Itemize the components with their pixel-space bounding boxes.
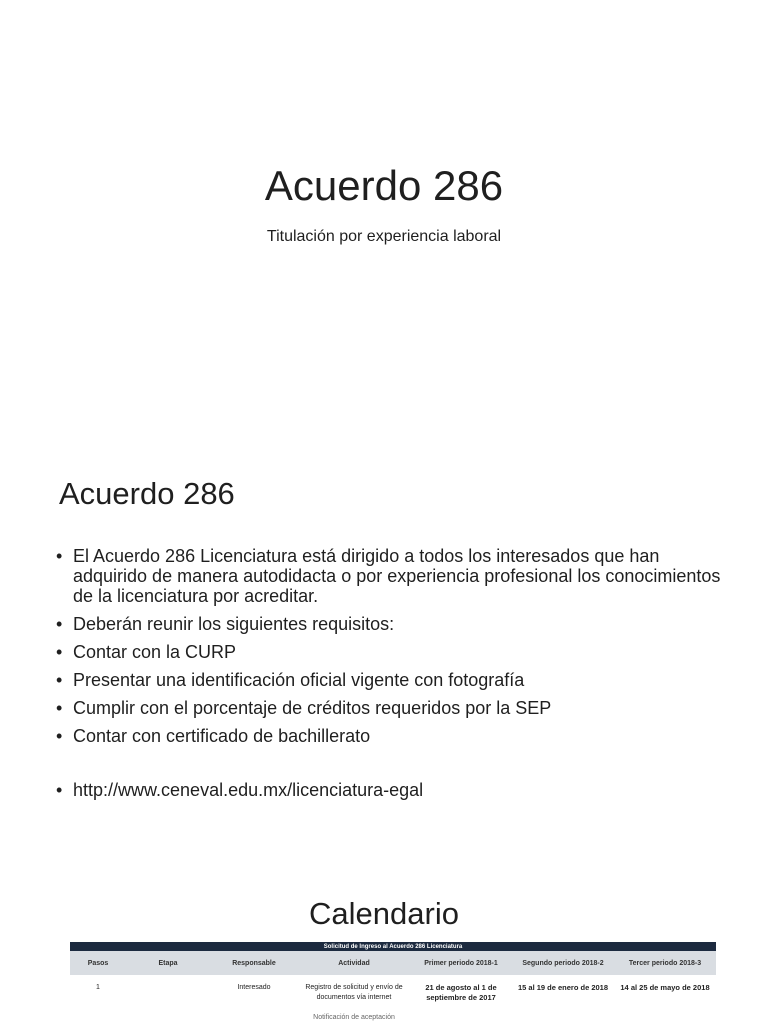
list-item — [56, 670, 736, 690]
column-header: Segundo periodo 2018-2 — [512, 951, 614, 975]
bullet-icon: • — [56, 698, 63, 718]
list-item-text: Cumplir con el porcentaje de créditos requeridos por la SEP — [73, 698, 552, 718]
list-item — [56, 726, 736, 746]
table-cell: 14 al 25 de mayo de 2018 — [620, 983, 710, 992]
bullet-icon: • — [56, 780, 63, 800]
list-item-text: Presentar una identificación oficial vigente con fotografía — [73, 670, 525, 690]
bullet-icon: • — [56, 726, 63, 746]
table-cell: 21 de agosto al 1 de septiembre de 2017 — [425, 983, 497, 1002]
list-item — [56, 614, 736, 634]
title-slide — [0, 0, 768, 440]
table-cell: Registro de solicitud y envío de documentos vía internet — [305, 984, 403, 1001]
table-header-row — [70, 951, 716, 975]
calendar-table — [70, 942, 716, 1027]
column-header: Pasos — [70, 951, 126, 975]
link-item[interactable] — [56, 780, 736, 800]
requirements-list — [56, 546, 736, 808]
slide-subtitle: Titulación por experiencia laboral — [266, 228, 502, 245]
list-item-text: El Acuerdo 286 Licenciatura está dirigido a todos los interesados que han adquirido de manera autodidacta o por experiencia profesional los conocimientos de la licenciatura por acreditar. — [73, 546, 721, 606]
table-cell: 15 al 19 de enero de 2018 — [517, 983, 609, 992]
bullet-icon: • — [56, 670, 63, 690]
requirements-slide — [0, 440, 768, 860]
ceneval-link[interactable]: http://www.ceneval.edu.mx/licenciatura-egal — [73, 780, 424, 800]
list-item-text: Contar con certificado de bachillerato — [73, 726, 371, 746]
bullet-icon: • — [56, 546, 63, 566]
list-item-text: Deberán reunir los siguientes requisitos: — [73, 614, 395, 634]
table-cell: Interesado — [237, 984, 271, 991]
table-cell: Notificación de aceptación — [313, 1014, 395, 1021]
table-caption-row — [70, 942, 716, 951]
bullet-icon: • — [56, 642, 63, 662]
calendar-slide — [0, 860, 768, 1024]
column-header: Primer periodo 2018-1 — [410, 951, 512, 975]
column-header: Responsable — [210, 951, 298, 975]
table-row-partial — [70, 1007, 716, 1027]
bullet-icon: • — [56, 614, 63, 634]
list-item-text: Contar con la CURP — [73, 642, 237, 662]
column-header: Tercer periodo 2018-3 — [614, 951, 716, 975]
list-item — [56, 642, 736, 662]
table-row — [70, 975, 716, 1007]
column-header: Etapa — [126, 951, 210, 975]
table-cell: 1 — [96, 984, 100, 991]
slide-title: Acuerdo 286 — [59, 476, 235, 511]
list-item — [56, 698, 736, 718]
column-header: Actividad — [298, 951, 410, 975]
table-caption: Solicitud de Ingreso al Acuerdo 286 Licenciatura — [70, 942, 716, 951]
slide-title: Calendario — [309, 896, 459, 931]
slide-title: Acuerdo 286 — [264, 162, 504, 209]
table-cell — [126, 975, 210, 1007]
list-item — [56, 546, 736, 606]
